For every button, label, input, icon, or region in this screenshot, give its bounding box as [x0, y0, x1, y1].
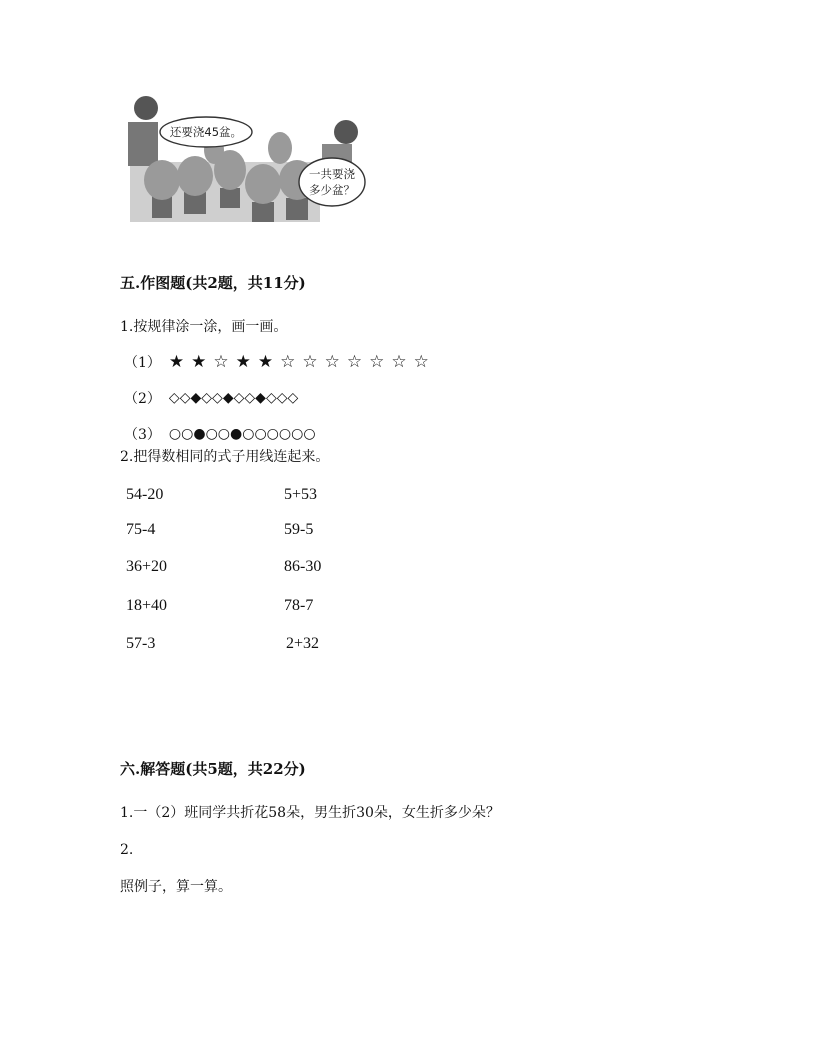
circle-outline-icon: ○ — [266, 426, 279, 442]
diamond-outline-icon: ◇ — [276, 390, 288, 406]
circle-outline-icon: ○ — [181, 426, 194, 442]
left-expression-4: 18+40 — [126, 597, 168, 614]
section-6-title: 六.解答题(共5题，共22分) — [120, 760, 306, 778]
diamond-filled-icon: ◆ — [255, 390, 266, 406]
diamond-outline-icon: ◇ — [233, 390, 245, 406]
star-outline-icon: ☆ — [369, 352, 385, 372]
section-6-question-2-prompt: 照例子，算一算。 — [120, 879, 232, 895]
pattern-row-3 — [124, 424, 316, 444]
star-icon: ★ — [257, 352, 274, 372]
pattern-row-3-symbols — [169, 426, 316, 442]
diamond-outline-icon: ◇ — [244, 390, 256, 406]
left-expression-5: 57-3 — [126, 635, 156, 652]
diamond-outline-icon: ◇ — [201, 390, 213, 406]
diamond-outline-icon: ◇ — [287, 390, 299, 406]
diamond-filled-icon: ◆ — [222, 390, 234, 406]
right-expression-2: 59-5 — [284, 521, 314, 538]
section-6-question-1: 1.一（2）班同学共折花58朵，男生折30朵，女生折多少朵？ — [120, 805, 500, 821]
right-expression-5: 2+32 — [286, 635, 320, 652]
bubble-right-line2: 多少盆？ — [309, 183, 355, 197]
circle-outline-icon: ○ — [278, 426, 292, 442]
star-outline-icon: ☆ — [280, 352, 296, 372]
star-outline-icon: ☆ — [213, 352, 229, 372]
circle-outline-icon: ○ — [217, 426, 231, 442]
star-icon: ★ — [191, 352, 207, 372]
pattern-row-2-label: （2） — [124, 391, 161, 407]
left-expression-2: 75-4 — [126, 521, 156, 538]
diamond-outline-icon: ◇ — [265, 390, 277, 406]
section-5-question-1-prompt: 1.按规律涂一涂，画一画。 — [120, 319, 288, 335]
star-outline-icon: ☆ — [346, 352, 363, 372]
diamond-filled-icon: ◆ — [190, 390, 202, 406]
circle-outline-icon: ○ — [303, 426, 316, 442]
circle-outline-icon: ○ — [254, 426, 267, 442]
section-5-title: 五.作图题(共2题，共11分) — [120, 274, 306, 292]
diamond-outline-icon: ◇ — [212, 390, 223, 406]
star-outline-icon: ☆ — [302, 352, 318, 372]
star-outline-icon: ☆ — [324, 352, 340, 372]
circle-outline-icon: ○ — [242, 426, 255, 442]
bubble-left-text: 还要浇45盆。 — [169, 125, 243, 139]
section-5-question-2-prompt: 2.把得数相同的式子用线连起来。 — [120, 449, 330, 465]
pattern-row-3-label: （3） — [124, 427, 161, 443]
pattern-row-1-symbols — [169, 352, 429, 372]
circle-filled-icon: ● — [230, 426, 243, 442]
right-expression-1: 5+53 — [284, 486, 318, 503]
diamond-outline-icon: ◇ — [179, 390, 191, 406]
star-icon: ★ — [235, 352, 251, 372]
pattern-row-2 — [124, 388, 298, 408]
section-6-question-2-number: 2. — [120, 842, 134, 858]
pattern-row-2-symbols — [169, 390, 298, 406]
left-expression-3: 36+20 — [126, 558, 168, 575]
circle-outline-icon: ○ — [205, 426, 218, 442]
star-outline-icon: ☆ — [391, 352, 407, 372]
pattern-row-1-label: （1） — [124, 355, 161, 371]
right-expression-4: 78-7 — [284, 597, 314, 614]
diamond-outline-icon: ◇ — [168, 390, 180, 406]
left-expression-1: 54-20 — [126, 486, 164, 503]
star-outline-icon: ☆ — [413, 352, 429, 372]
right-expression-3: 86-30 — [284, 558, 322, 575]
circle-outline-icon: ○ — [168, 426, 182, 442]
bubble-right-line1: 一共要浇 — [309, 167, 355, 181]
star-icon: ★ — [168, 352, 185, 372]
circle-filled-icon: ● — [193, 426, 206, 442]
flower-watering-illustration — [124, 92, 366, 230]
circle-outline-icon: ○ — [291, 426, 304, 442]
pattern-row-1 — [124, 352, 429, 372]
